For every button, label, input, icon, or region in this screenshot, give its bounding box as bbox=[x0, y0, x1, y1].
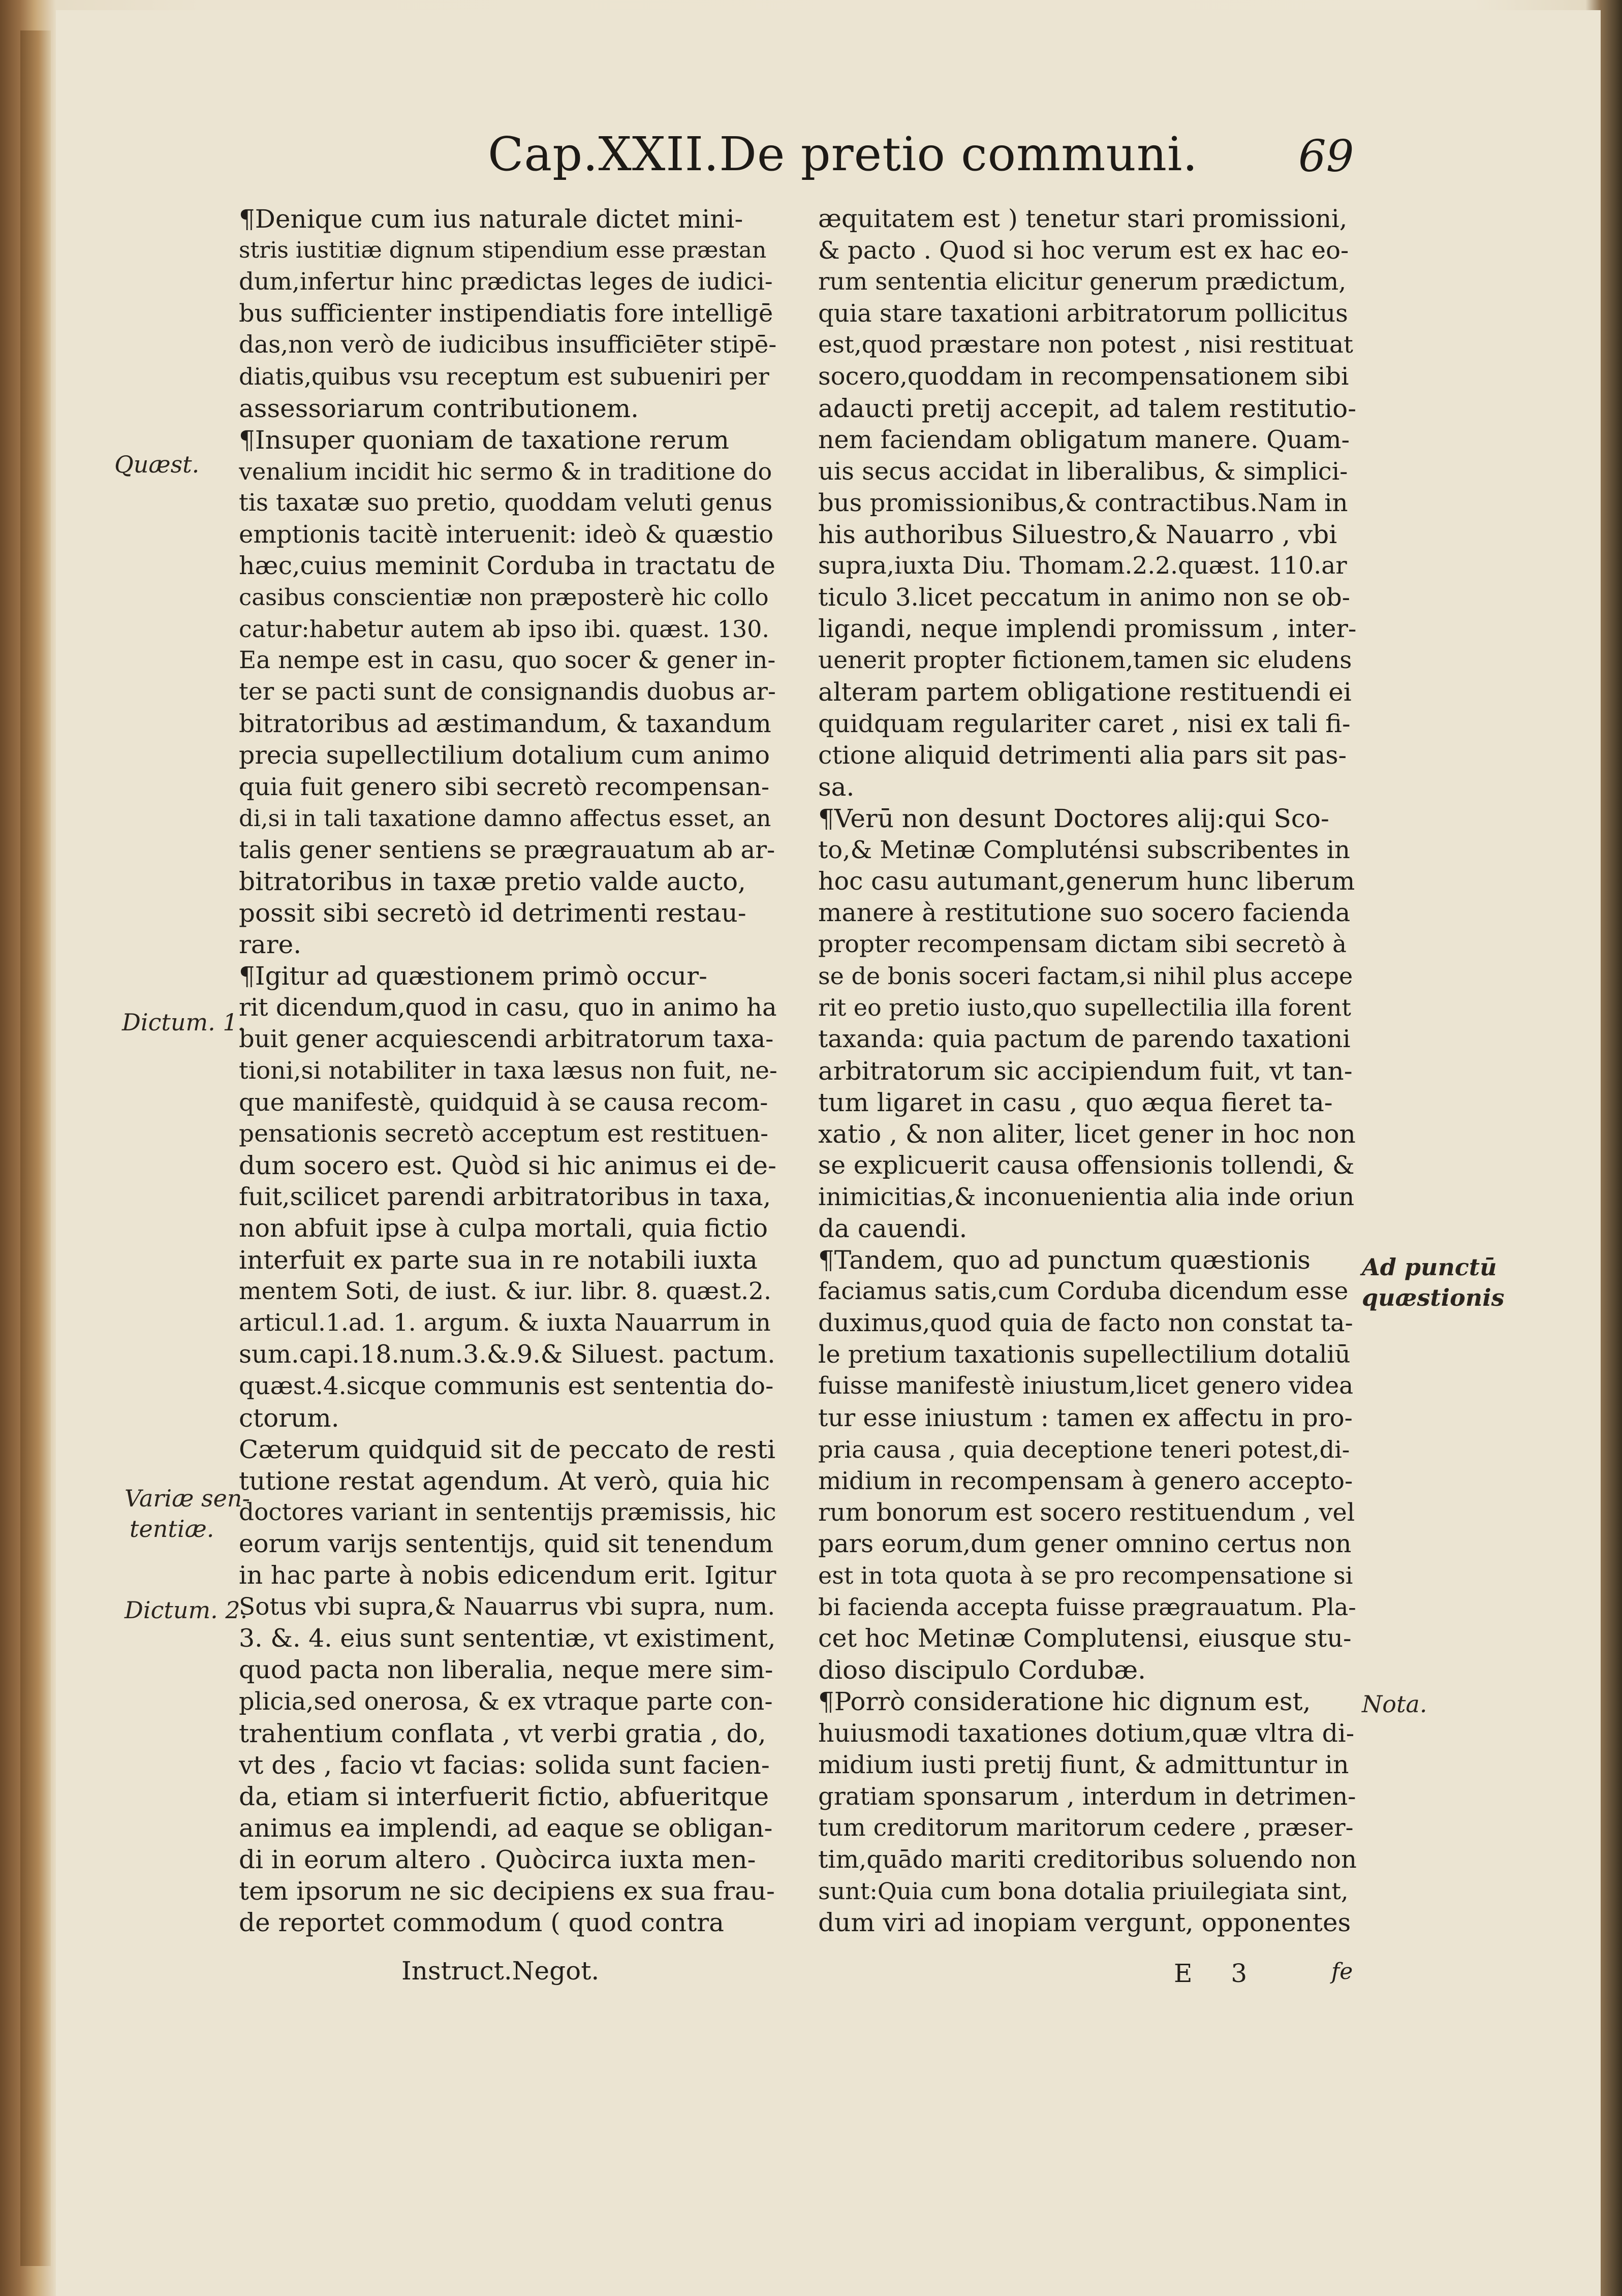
text-line: his authoribus Siluestro,& Nauarro , vbi bbox=[818, 519, 1337, 549]
text-line: huiusmodi taxationes dotium,quæ vltra di- bbox=[818, 1718, 1355, 1748]
marginal-note-dictum-2: Dictum. 2. bbox=[124, 1596, 248, 1624]
marginal-note-ad-punctum-2: quæstionis bbox=[1362, 1284, 1505, 1311]
left-text-column bbox=[239, 203, 777, 1938]
text-line: pria causa , quia deceptione teneri potest,di- bbox=[818, 1435, 1350, 1463]
text-line: tum ligaret in casu , quo æqua fieret ta- bbox=[818, 1087, 1333, 1117]
text-line: se de bonis soceri factam,si nihil plus accepe bbox=[818, 962, 1353, 990]
text-line: rit dicendum,quod in casu, quo in animo ha bbox=[239, 993, 777, 1022]
text-line: ticulo 3.licet peccatum in animo non se ob- bbox=[818, 583, 1350, 612]
text-line: ligandi, neque implendi promissum , inter- bbox=[818, 614, 1357, 644]
text-line: tim,quādo mariti creditoribus soluendo non bbox=[818, 1845, 1357, 1874]
text-line: venalium incidit hic sermo & in traditione do bbox=[239, 457, 772, 485]
text-line: precia supellectilium dotalium cum animo bbox=[239, 740, 770, 770]
text-line: to,& Metinæ Compluténsi subscribentes in bbox=[818, 835, 1350, 864]
text-line: pars eorum,dum gener omnino certus non bbox=[818, 1529, 1352, 1558]
text-line: sunt:Quia cum bona dotalia priuilegiata sint, bbox=[818, 1877, 1349, 1905]
text-line: mentem Soti, de iust. & iur. libr. 8. quæst.2. bbox=[239, 1277, 771, 1306]
text-line: quia stare taxationi arbitratorum pollicitus bbox=[818, 299, 1348, 328]
text-line: possit sibi secretò id detrimenti restau- bbox=[239, 898, 746, 928]
text-line: rum bonorum est socero restituendum , vel bbox=[818, 1498, 1355, 1527]
text-line: duximus,quod quia de facto non constat ta- bbox=[818, 1309, 1353, 1338]
folio-number: 69 bbox=[1298, 131, 1354, 182]
text-line: de reportet commodum ( quod contra bbox=[239, 1908, 724, 1938]
text-line: propter recompensam dictam sibi secretò à bbox=[818, 930, 1347, 959]
text-line: ¶Porrò consideratione hic dignum est, bbox=[818, 1687, 1311, 1717]
text-line: catur:habetur autem ab ipso ibi. quæst. 130. bbox=[239, 615, 769, 643]
text-line: Ea nempe est in casu, quo socer & gener in- bbox=[239, 646, 776, 675]
text-line: adaucti pretij accepit, ad talem restitutio- bbox=[818, 393, 1357, 423]
text-line: ¶Verū non desunt Doctores alij:qui Sco- bbox=[818, 803, 1329, 833]
text-line: rit eo pretio iusto,quo supellectilia illa forent bbox=[818, 994, 1351, 1022]
text-line: uis secus accidat in liberalibus, & simplici- bbox=[818, 457, 1348, 486]
text-line: dum socero est. Quòd si hic animus ei de- bbox=[239, 1150, 776, 1180]
text-line: se explicuerit causa offensionis tollendi, & bbox=[818, 1150, 1355, 1180]
text-line: ter se pacti sunt de consignandis duobus ar- bbox=[239, 678, 776, 706]
text-line: bus sufficienter instipendiatis fore intelligē bbox=[239, 299, 773, 328]
text-line: assessoriarum contributionem. bbox=[239, 393, 639, 423]
marginal-note-ad-punctum-1: Ad punctū bbox=[1362, 1253, 1497, 1281]
text-line: hoc casu autumant,generum hunc liberum bbox=[818, 866, 1355, 896]
text-line: das,non verò de iudicibus insufficiēter stipē- bbox=[239, 331, 777, 359]
text-line: faciamus satis,cum Corduba dicendum esse bbox=[818, 1277, 1349, 1306]
text-line: inimicitias,& inconuenientia alia inde oriun bbox=[818, 1182, 1355, 1211]
text-line: xatio , & non aliter, licet gener in hoc non bbox=[818, 1119, 1356, 1149]
text-line: que manifestè, quidquid à se causa recom- bbox=[239, 1088, 768, 1117]
text-line: stris iustitiæ dignum stipendium esse præstan bbox=[239, 237, 767, 264]
text-line: interfuit ex parte sua in re notabili iuxta bbox=[239, 1245, 758, 1275]
text-line: supra,iuxta Diu. Thomam.2.2.quæst. 110.ar bbox=[818, 552, 1347, 580]
text-line: casibus conscientiæ non præposterè hic collo bbox=[239, 584, 769, 611]
text-line: quod pacta non liberalia, neque mere sim- bbox=[239, 1655, 773, 1685]
marginal-note-dictum-1: Dictum. 1. bbox=[122, 1009, 245, 1036]
text-line: alteram partem obligatione restituendi ei bbox=[818, 677, 1352, 707]
text-line: taxanda: quia pactum de parendo taxationi bbox=[818, 1025, 1351, 1054]
text-line: doctores variant in sententijs præmissis, hic bbox=[239, 1498, 776, 1526]
text-line: bitratoribus ad æstimandum, & taxandum bbox=[239, 709, 771, 738]
text-line: sa. bbox=[818, 772, 855, 802]
text-line: tem ipsorum ne sic decipiens ex sua frau- bbox=[239, 1876, 775, 1906]
text-line: tioni,si notabiliter in taxa læsus non fuit, ne- bbox=[239, 1056, 777, 1085]
text-line: ctorum. bbox=[239, 1403, 339, 1433]
text-line: dum viri ad inopiam vergunt, opponentes bbox=[818, 1908, 1351, 1938]
text-line: di,si in tali taxatione damno affectus esset, an bbox=[239, 804, 771, 832]
text-line: ¶Denique cum ius naturale dictet mini- bbox=[239, 204, 743, 234]
text-line: fuisse manifestè iniustum,licet genero videa bbox=[818, 1372, 1354, 1400]
text-line: arbitratorum sic accipiendum fuit, vt tan- bbox=[818, 1056, 1353, 1086]
text-line: eorum varijs sententijs, quid sit tenendum bbox=[239, 1529, 774, 1558]
marginal-note-variae-2: tentiæ. bbox=[130, 1515, 214, 1543]
text-line: ¶Insuper quoniam de taxatione rerum bbox=[239, 425, 729, 455]
book-spine-edge bbox=[20, 30, 51, 2266]
text-line: rare. bbox=[239, 930, 302, 960]
text-line: æquitatem est ) tenetur stari promissioni, bbox=[818, 204, 1348, 233]
text-line: quidquam regulariter caret , nisi ex tali fi- bbox=[818, 709, 1351, 738]
text-line: Cæterum quidquid sit de peccato de resti bbox=[239, 1434, 776, 1464]
text-line: cet hoc Metinæ Complutensi, eiusque stu- bbox=[818, 1624, 1352, 1653]
text-line: emptionis tacitè interuenit: ideò & quæstio bbox=[239, 520, 774, 549]
text-line: rum sententia elicitur generum prædictum, bbox=[818, 268, 1347, 296]
text-line: le pretium taxationis supellectilium dotaliū bbox=[818, 1340, 1351, 1369]
text-line: trahentium conflata , vt verbi gratia , do, bbox=[239, 1718, 766, 1748]
text-line: bitratoribus in taxæ pretio valde aucto, bbox=[239, 866, 746, 896]
text-line: buit gener acquiescendi arbitratorum taxa- bbox=[239, 1025, 774, 1054]
text-line: dioso discipulo Cordubæ. bbox=[818, 1655, 1146, 1685]
text-line: bus promissionibus,& contractibus.Nam in bbox=[818, 488, 1348, 517]
text-line: est in tota quota à se pro recompensatione si bbox=[818, 1562, 1353, 1590]
catchword-right: fe bbox=[1331, 1959, 1353, 1985]
running-title: Cap.XXII.De pretio communi. bbox=[488, 127, 1198, 181]
catchword-left: Instruct.Negot. bbox=[401, 1956, 600, 1986]
text-line: & pacto . Quod si hoc verum est ex hac eo- bbox=[818, 236, 1349, 265]
text-line: da cauendi. bbox=[818, 1214, 968, 1243]
text-line: vt des , facio vt facias: solida sunt facien- bbox=[239, 1750, 770, 1780]
text-line: non abfuit ipse à culpa mortali, quia fictio bbox=[239, 1214, 768, 1243]
signature-mark: E 3 bbox=[1174, 1959, 1263, 1988]
text-line: quæst.4.sicque communis est sententia do- bbox=[239, 1372, 774, 1401]
text-line: ¶Igitur ad quæstionem primò occur- bbox=[239, 961, 707, 991]
text-line: articul.1.ad. 1. argum. & iuxta Nauarrum in bbox=[239, 1309, 771, 1337]
text-line: plicia,sed onerosa, & ex vtraque parte con- bbox=[239, 1687, 773, 1716]
text-line: in hac parte à nobis edicendum erit. Igitur bbox=[239, 1561, 776, 1590]
text-line: tum creditorum maritorum cedere , præser- bbox=[818, 1813, 1354, 1842]
text-line: hæc,cuius meminit Corduba in tractatu de bbox=[239, 551, 775, 581]
text-line: tur esse iniustum : tamen ex affectu in pro- bbox=[818, 1403, 1353, 1432]
text-line: Sotus vbi supra,& Nauarrus vbi supra, num. bbox=[239, 1593, 775, 1621]
text-line: sum.capi.18.num.3.&.9.& Siluest. pactum. bbox=[239, 1340, 775, 1369]
text-line: est,quod præstare non potest , nisi restituat bbox=[818, 331, 1353, 359]
text-line: tutione restat agendum. At verò, quia hic bbox=[239, 1466, 770, 1496]
text-line: fuit,scilicet parendi arbitratoribus in taxa, bbox=[239, 1182, 771, 1211]
marginal-note-nota: Nota. bbox=[1362, 1690, 1427, 1718]
text-line: ctione aliquid detrimenti alia pars sit pas- bbox=[818, 740, 1347, 770]
text-line: di in eorum altero . Quòcirca iuxta men- bbox=[239, 1844, 756, 1874]
text-line: talis gener sentiens se prægrauatum ab ar- bbox=[239, 835, 775, 864]
text-line: midium in recompensam à genero accepto- bbox=[818, 1466, 1353, 1495]
right-text-column bbox=[818, 203, 1357, 1938]
text-line: midium iusti pretij fiunt, & admittuntur in bbox=[818, 1750, 1349, 1779]
text-line: da, etiam si interfuerit fictio, abfueritque bbox=[239, 1781, 769, 1811]
text-line: tis taxatæ suo pretio, quoddam veluti genus bbox=[239, 488, 772, 517]
text-line: ¶Tandem, quo ad punctum quæstionis bbox=[818, 1245, 1311, 1275]
text-line: quia fuit genero sibi secretò recompensan- bbox=[239, 772, 770, 801]
text-line: animus ea implendi, ad eaque se obligan- bbox=[239, 1813, 773, 1843]
text-line: dum,infertur hinc prædictas leges de iudici- bbox=[239, 268, 773, 296]
text-line: uenerit propter fictionem,tamen sic eludens bbox=[818, 646, 1352, 675]
marginal-note-quaest: Quæst. bbox=[114, 451, 200, 478]
text-line: diatis,quibus vsu receptum est subueniri per bbox=[239, 363, 769, 391]
text-line: bi facienda accepta fuisse prægrauatum. Pla- bbox=[818, 1593, 1356, 1621]
text-line: manere à restitutione suo socero facienda bbox=[818, 898, 1351, 928]
text-line: gratiam sponsarum , interdum in detrimen- bbox=[818, 1782, 1356, 1811]
text-line: nem faciendam obligatum manere. Quam- bbox=[818, 425, 1350, 454]
text-line: 3. &. 4. eius sunt sententiæ, vt existiment, bbox=[239, 1624, 776, 1653]
marginal-note-variae-1: Variæ sen- bbox=[124, 1485, 250, 1512]
text-line: socero,quoddam in recompensationem sibi bbox=[818, 362, 1349, 391]
text-line: pensationis secretò acceptum est restituen- bbox=[239, 1119, 768, 1148]
